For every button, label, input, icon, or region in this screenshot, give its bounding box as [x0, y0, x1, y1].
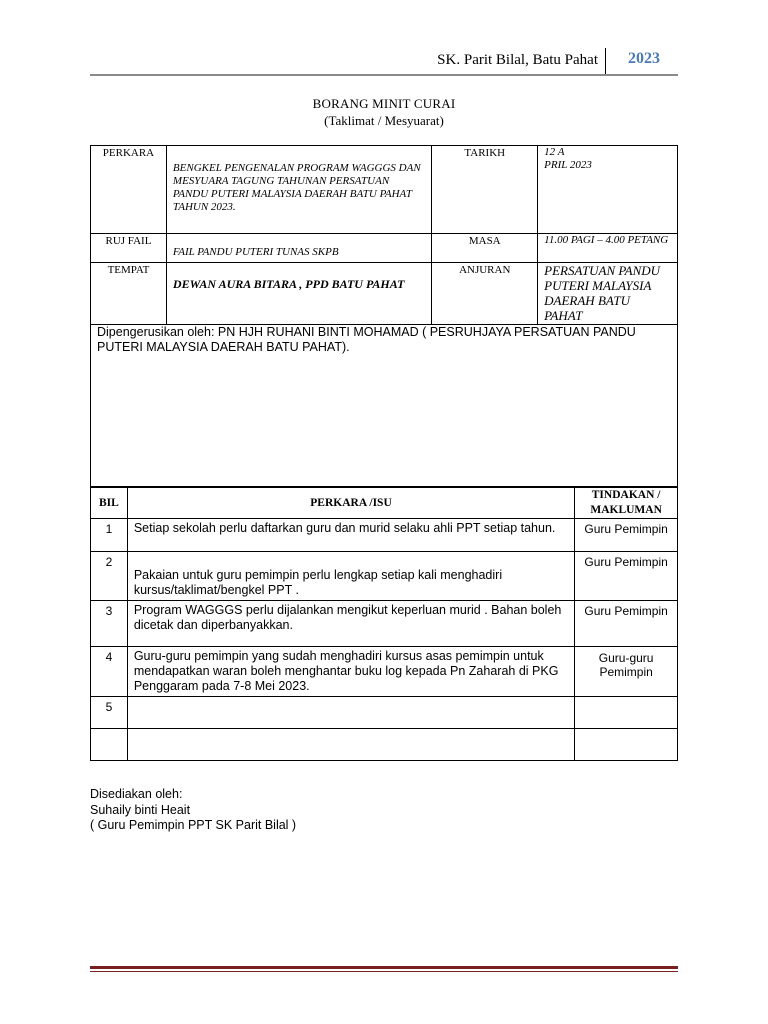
tempat-label: TEMPAT	[91, 263, 167, 325]
row-tindakan	[575, 697, 678, 729]
prepared-by-role: ( Guru Pemimpin PPT SK Parit Bilal )	[90, 818, 297, 832]
ruj-value-text: FAIL PANDU PUTERI TUNAS SKPB	[172, 246, 339, 258]
row-perkara: Setiap sekolah perlu daftarkan guru dan murid selaku ahli PPT setiap tahun.	[127, 519, 574, 552]
perkara-value-text: BENGKEL PENGENALAN PROGRAM WAGGGS DAN MESYUARA TAGUNG TAHUNAN PERSATUAN PANDU PUTERI MALAYSIA DAERAH BATU PAHAT TAHUN 2023.	[172, 162, 421, 213]
tempat-value-text: DEWAN AURA BITARA , PPD BATU PAHAT	[172, 277, 405, 291]
table-row	[91, 601, 678, 647]
prepared-by-name: Suhaily binti Heait	[90, 802, 191, 817]
masa-label: MASA	[432, 234, 538, 263]
minutes-table	[90, 487, 678, 761]
row-tindakan: Guru Pemimpin	[575, 601, 678, 647]
anjuran-value: PERSATUAN PANDU PUTERI MALAYSIA DAERAH BATU PAHAT	[538, 263, 678, 325]
table-row	[91, 552, 678, 601]
col-header-tindakan: TINDAKAN / MAKLUMAN	[575, 488, 678, 519]
table-row	[91, 519, 678, 552]
tarikh-value-line2: PRIL 2023	[544, 159, 592, 171]
row-bil: 1	[91, 519, 128, 552]
row-tindakan	[575, 729, 678, 761]
tempat-value	[166, 263, 431, 325]
table-row	[91, 647, 678, 697]
col-header-perkara: PERKARA /ISU	[127, 488, 574, 519]
tarikh-label: TARIKH	[432, 146, 538, 234]
row-tindakan: Guru Pemimpin	[575, 519, 678, 552]
row-bil: 2	[91, 552, 128, 601]
info-row-chair	[91, 325, 678, 487]
row-perkara	[127, 697, 574, 729]
tarikh-value-line1: 12 A	[544, 146, 565, 158]
footer-rule-thin	[90, 971, 678, 972]
header-school-name: SK. Parit Bilal, Batu Pahat	[437, 52, 598, 68]
table-row	[91, 729, 678, 761]
row-perkara	[127, 729, 574, 761]
header-divider	[605, 48, 606, 74]
page-header	[90, 48, 678, 76]
form-subtitle: (Taklimat / Mesyuarat)	[324, 113, 444, 128]
row-bil: 3	[91, 601, 128, 647]
row-bil: 5	[91, 697, 128, 729]
info-row-ruj	[91, 234, 678, 263]
row-tindakan: Guru Pemimpin	[575, 552, 678, 601]
row-perkara-text: Pakaian untuk guru pemimpin perlu lengkap setiap kali menghadiri kursus/taklimat/bengkel PPT .	[133, 568, 503, 597]
prepared-by-block	[90, 787, 296, 834]
info-row-perkara	[91, 146, 678, 234]
row-perkara: Guru-guru pemimpin yang sudah menghadiri kursus asas pemimpin untuk mendapatkan waran boleh menghantar buku log kepada Pn Zaharah di PKG Penggaram pada 7-8 Mei 2023.	[127, 647, 574, 697]
col-header-bil: BIL	[91, 488, 128, 519]
anjuran-label: ANJURAN	[432, 263, 538, 325]
form-title: BORANG MINIT CURAI	[312, 96, 456, 111]
meeting-info-table	[90, 145, 678, 487]
row-bil: 4	[91, 647, 128, 697]
perkara-label: PERKARA	[91, 146, 167, 234]
header-year: 2023	[628, 50, 660, 67]
row-bil	[91, 729, 128, 761]
row-tindakan: Guru-guru Pemimpin	[575, 647, 678, 697]
chaired-by-text: Dipengerusikan oleh: PN HJH RUHANI BINTI MOHAMAD ( PESRUHJAYA PERSATUAN PANDU PUTERI MALAYSIA DAERAH BATU PAHAT).	[91, 325, 678, 487]
info-row-tempat	[91, 263, 678, 325]
row-perkara: Program WAGGGS perlu dijalankan mengikut keperluan murid . Bahan boleh dicetak dan diperbanyakkan.	[127, 601, 574, 647]
perkara-value	[166, 146, 431, 234]
ruj-label: RUJ FAIL	[91, 234, 167, 263]
minutes-header-row	[91, 488, 678, 519]
ruj-value	[166, 234, 431, 263]
footer-rule-thick	[90, 966, 678, 969]
row-perkara	[127, 552, 574, 601]
tarikh-value	[538, 146, 678, 234]
table-row	[91, 697, 678, 729]
masa-value: 11.00 PAGI – 4.00 PETANG	[538, 234, 678, 263]
prepared-by-label: Disediakan oleh:	[90, 787, 183, 801]
